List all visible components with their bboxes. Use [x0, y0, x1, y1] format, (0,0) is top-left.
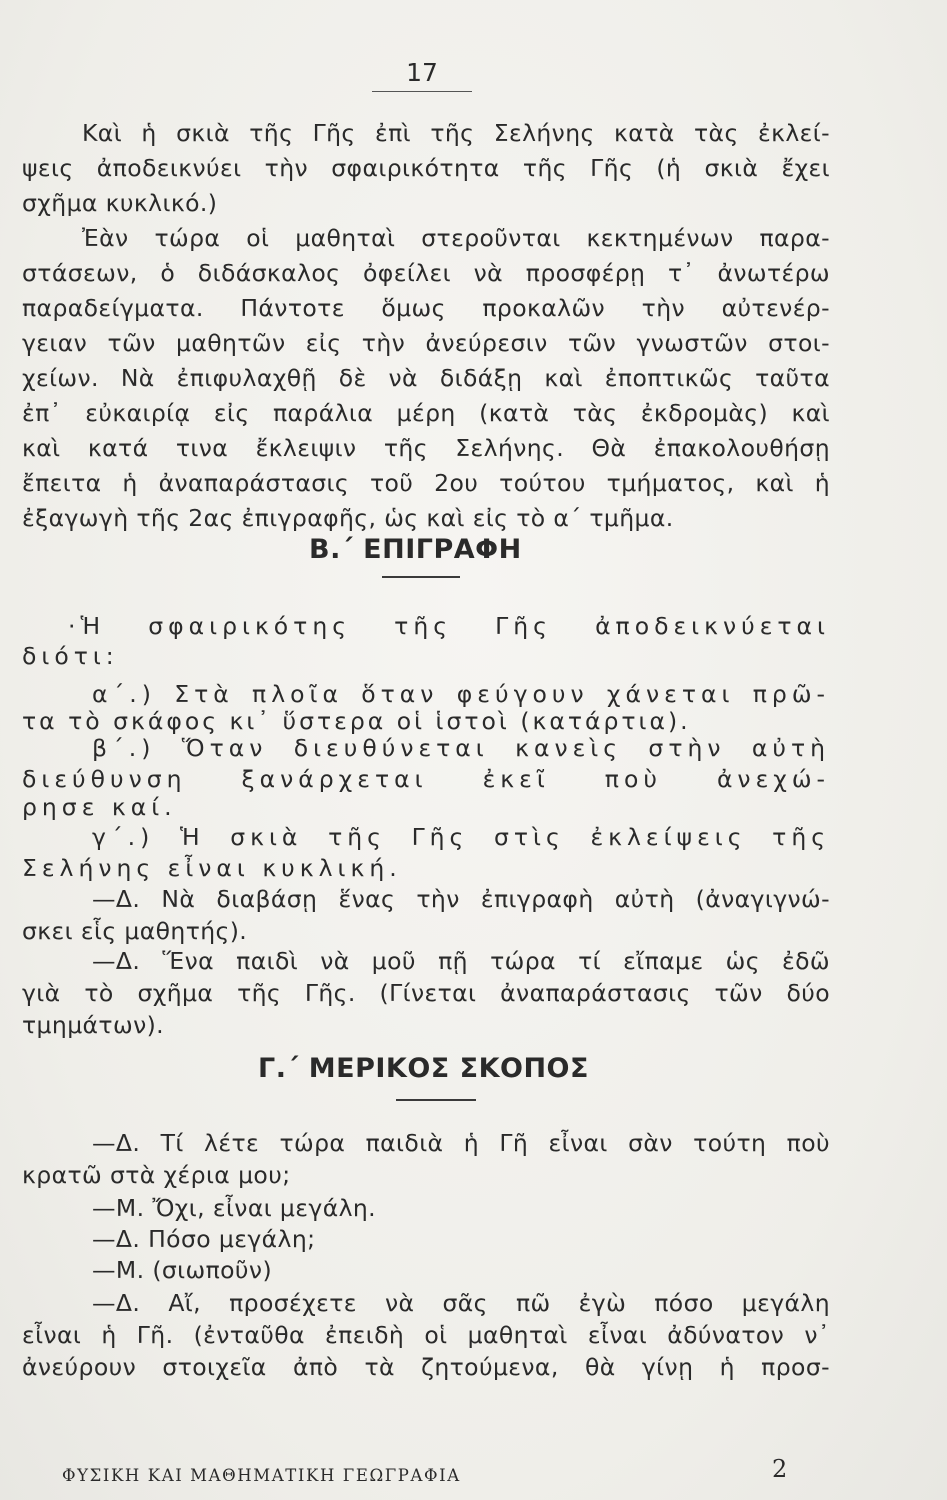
text-line: ρησε καί.	[22, 793, 177, 821]
text-line: διεύθυνση ξανάρχεται ἐκεῖ ποὺ ἀνεχώ-	[22, 765, 830, 793]
text-line: —Μ. (σιωποῦν)	[92, 1256, 273, 1284]
page-number: 17	[372, 58, 472, 92]
text-line: Ἐὰν τώρα οἱ μαθηταὶ στεροῦνται κεκτημένων παρα-	[82, 224, 830, 252]
footer-book-title: ΦΥΣΙΚΗ ΚΑΙ ΜΑΘΗΜΑΤΙΚΗ ΓΕΩΓΡΑΦΙΑ	[62, 1466, 461, 1485]
footer-signature-number: 2	[772, 1455, 788, 1483]
text-line: —Δ. Τί λέτε τώρα παιδιὰ ἡ Γῆ εἶναι σὰν τούτη ποὺ	[92, 1129, 830, 1157]
text-line: τα τὸ σκάφος κι᾿ ὕστερα οἱ ἱστοὶ (κατάρτια).	[22, 707, 691, 735]
text-line: ἐπ᾿ εὐκαιρίᾳ εἰς παράλια μέρη (κατὰ τὰς ἐκδρομὰς) καὶ	[22, 399, 830, 427]
section-heading-g: Γ.΄ ΜΕΡΙΚΟΣ ΣΚΟΠΟΣ	[258, 1053, 589, 1084]
text-line: —Μ. Ὄχι, εἶναι μεγάλη.	[92, 1194, 377, 1222]
text-line: β΄.) Ὅταν διευθύνεται κανεὶς στὴν αὐτὴ	[92, 734, 830, 762]
text-line: —Δ. Αἴ, προσέχετε νὰ σᾶς πῶ ἐγὼ πόσο μεγάλη	[92, 1289, 830, 1317]
text-line: κρατῶ στὰ χέρια μου;	[22, 1161, 291, 1189]
text-line: γειαν τῶν μαθητῶν εἰς τὴν ἀνεύρεσιν τῶν γνωστῶν στοι-	[22, 329, 830, 357]
text-line: ·Ἡ σφαιρικότης τῆς Γῆς ἀποδεικνύεται	[68, 612, 830, 640]
text-line: στάσεων, ὁ διδάσκαλος ὀφείλει νὰ προσφέρῃ τ᾿ ἀνωτέρω	[22, 259, 830, 287]
heading-rule	[382, 576, 460, 578]
text-line: α΄.) Στὰ πλοῖα ὅταν φεύγουν χάνεται πρῶ-	[92, 680, 830, 708]
text-line: Καὶ ἡ σκιὰ τῆς Γῆς ἐπὶ τῆς Σελήνης κατὰ τὰς ἐκλεί-	[82, 119, 830, 147]
heading-rule	[396, 1099, 476, 1101]
text-line: γιὰ τὸ σχῆμα τῆς Γῆς. (Γίνεται ἀναπαράστασις τῶν δύο	[22, 979, 830, 1007]
text-line: εἶναι ἡ Γῆ. (ἐνταῦθα ἐπειδὴ οἱ μαθηταὶ εἶναι ἀδύνατον ν᾿	[22, 1321, 830, 1349]
text-line: ἔπειτα ἡ ἀναπαράστασις τοῦ 2ου τούτου τμήματος, καὶ ἡ	[22, 469, 830, 497]
text-line: ἀνεύρουν στοιχεῖα ἀπὸ τὰ ζητούμενα, θὰ γίνῃ ἡ προσ-	[22, 1353, 830, 1381]
text-line: —Δ. Ἕνα παιδὶ νὰ μοῦ πῇ τώρα τί εἴπαμε ὡς ἐδῶ	[92, 947, 830, 975]
text-line: τμημάτων).	[22, 1011, 165, 1039]
text-line: γ΄.) Ἡ σκιὰ τῆς Γῆς στὶς ἐκλείψεις τῆς	[92, 823, 830, 851]
text-line: —Δ. Πόσο μεγάλη;	[92, 1225, 316, 1253]
text-line: σχῆμα κυκλικό.)	[22, 189, 218, 217]
text-line: —Δ. Νὰ διαβάσῃ ἕνας τὴν ἐπιγραφὴ αὐτὴ (ἀναγιγνώ-	[92, 885, 830, 913]
text-line: διότι:	[22, 642, 119, 670]
text-line: ψεις ἀποδεικνύει τὴν σφαιρικότητα τῆς Γῆς (ἡ σκιὰ ἔχει	[22, 154, 830, 182]
text-line: καὶ κατά τινα ἔκλειψιν τῆς Σελήνης. Θὰ ἐπακολουθήσῃ	[22, 434, 830, 462]
text-line: παραδείγματα. Πάντοτε ὅμως προκαλῶν τὴν αὐτενέρ-	[22, 294, 830, 322]
text-line: χείων. Νὰ ἐπιφυλαχθῇ δὲ νὰ διδάξῃ καὶ ἐποπτικῶς ταῦτα	[22, 364, 830, 392]
text-line: ἐξαγωγὴ τῆς 2ας ἐπιγραφῆς, ὡς καὶ εἰς τὸ α΄ τμῆμα.	[22, 504, 674, 532]
text-line: σκει εἷς μαθητής).	[22, 917, 248, 945]
section-heading-b: Β.΄ ΕΠΙΓΡΑΦΗ	[309, 534, 522, 565]
text-line: Σελήνης εἶναι κυκλική.	[22, 854, 402, 882]
